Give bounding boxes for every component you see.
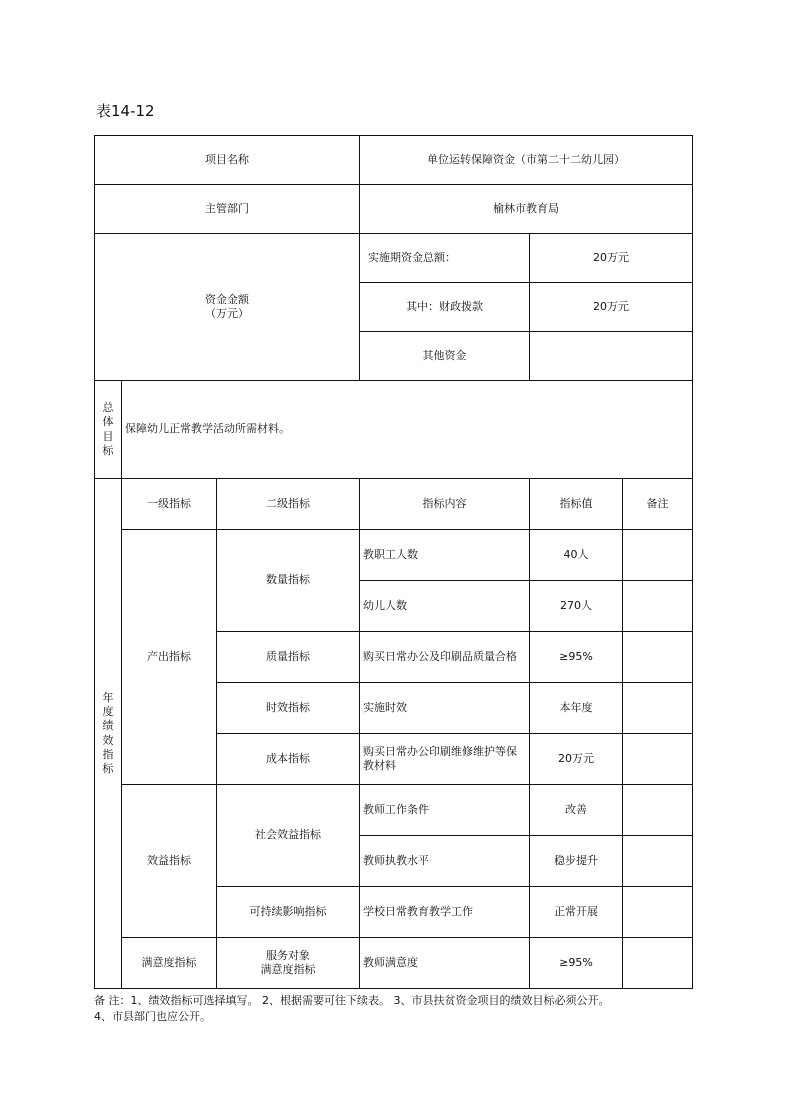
cost-indicator-label: 成本指标 — [217, 734, 360, 785]
quality-content: 购买日常办公及印刷品质量合格 — [360, 632, 530, 683]
social-benefit-label: 社会效益指标 — [217, 785, 360, 887]
teacher-conditions-value: 改善 — [530, 785, 623, 836]
timeliness-value: 本年度 — [530, 683, 623, 734]
remark-cell — [623, 734, 693, 785]
annual-indicator-label: 年 度 绩 效 指 标 — [95, 479, 122, 989]
department-value: 榆林市教育局 — [360, 185, 693, 234]
department-row — [95, 185, 693, 234]
funds-fiscal-value: 20万元 — [530, 283, 693, 332]
header-content: 指标内容 — [360, 479, 530, 530]
department-label: 主管部门 — [95, 185, 360, 234]
teacher-satisfaction-content: 教师满意度 — [360, 938, 530, 989]
funds-other-label: 其他资金 — [360, 332, 530, 381]
header-level1: 一级指标 — [122, 479, 217, 530]
funds-total-value: 20万元 — [530, 234, 693, 283]
funds-label: 资金金额 — [205, 292, 249, 306]
funds-row-total — [95, 234, 693, 283]
remark-cell — [623, 530, 693, 581]
indicator-header-row — [95, 479, 693, 530]
timeliness-content: 实施时效 — [360, 683, 530, 734]
sustainable-content: 学校日常教育教学工作 — [360, 887, 530, 938]
remark-cell — [623, 836, 693, 887]
teaching-level-content: 教师执教水平 — [360, 836, 530, 887]
project-row — [95, 136, 693, 185]
satisfaction-indicator-label: 满意度指标 — [122, 938, 217, 989]
cost-value: 20万元 — [530, 734, 623, 785]
output-indicator-label: 产出指标 — [122, 530, 217, 785]
funds-other-value — [530, 332, 693, 381]
benefit-indicator-label: 效益指标 — [122, 785, 217, 938]
teacher-satisfaction-value: ≥95% — [530, 938, 623, 989]
header-remark: 备注 — [623, 479, 693, 530]
table-row — [95, 785, 693, 836]
project-name-label: 项目名称 — [95, 136, 360, 185]
funds-fiscal-label: 其中：财政拨款 — [360, 283, 530, 332]
funds-unit: （万元） — [205, 307, 249, 320]
overall-goal-text: 保障幼儿正常教学活动所需材料。 — [122, 381, 693, 479]
remark-cell — [623, 632, 693, 683]
overall-goal-label: 总 体 目 标 — [95, 381, 122, 479]
footnote-line-1: 备 注：1、绩效指标可选择填写。 2、根据需要可往下续表。 3、市县扶贫资金项目的绩效目标必须公开。 — [94, 994, 610, 1007]
header-level2: 二级指标 — [217, 479, 360, 530]
funds-label-cell — [95, 234, 360, 381]
remark-cell — [623, 938, 693, 989]
remark-cell — [623, 785, 693, 836]
project-name-value: 单位运转保障资金（市第二十二幼儿园） — [360, 136, 693, 185]
staff-count-content: 教职工人数 — [360, 530, 530, 581]
goal-row — [95, 381, 693, 479]
quantity-indicator-label: 数量指标 — [217, 530, 360, 632]
quality-value: ≥95% — [530, 632, 623, 683]
sustainable-value: 正常开展 — [530, 887, 623, 938]
teaching-level-value: 稳步提升 — [530, 836, 623, 887]
sustainable-impact-label: 可持续影响指标 — [217, 887, 360, 938]
remark-cell — [623, 581, 693, 632]
remark-cell — [623, 683, 693, 734]
cost-content: 购买日常办公印刷维修维护等保教材料 — [360, 734, 530, 785]
teacher-conditions-content: 教师工作条件 — [360, 785, 530, 836]
funds-total-label: 实施期资金总额： — [360, 234, 530, 283]
child-count-content: 幼儿人数 — [360, 581, 530, 632]
footnote — [94, 993, 704, 1025]
table-row — [95, 938, 693, 989]
performance-target-table — [94, 135, 693, 989]
header-value: 指标值 — [530, 479, 623, 530]
quality-indicator-label: 质量指标 — [217, 632, 360, 683]
remark-cell — [623, 887, 693, 938]
service-satisfaction-label: 服务对象 满意度指标 — [217, 938, 360, 989]
table-row — [95, 530, 693, 581]
staff-count-value: 40人 — [530, 530, 623, 581]
timeliness-indicator-label: 时效指标 — [217, 683, 360, 734]
child-count-value: 270人 — [530, 581, 623, 632]
table-label: 表14-12 — [96, 102, 155, 120]
footnote-line-2: 4、市县部门也应公开。 — [94, 1009, 211, 1023]
